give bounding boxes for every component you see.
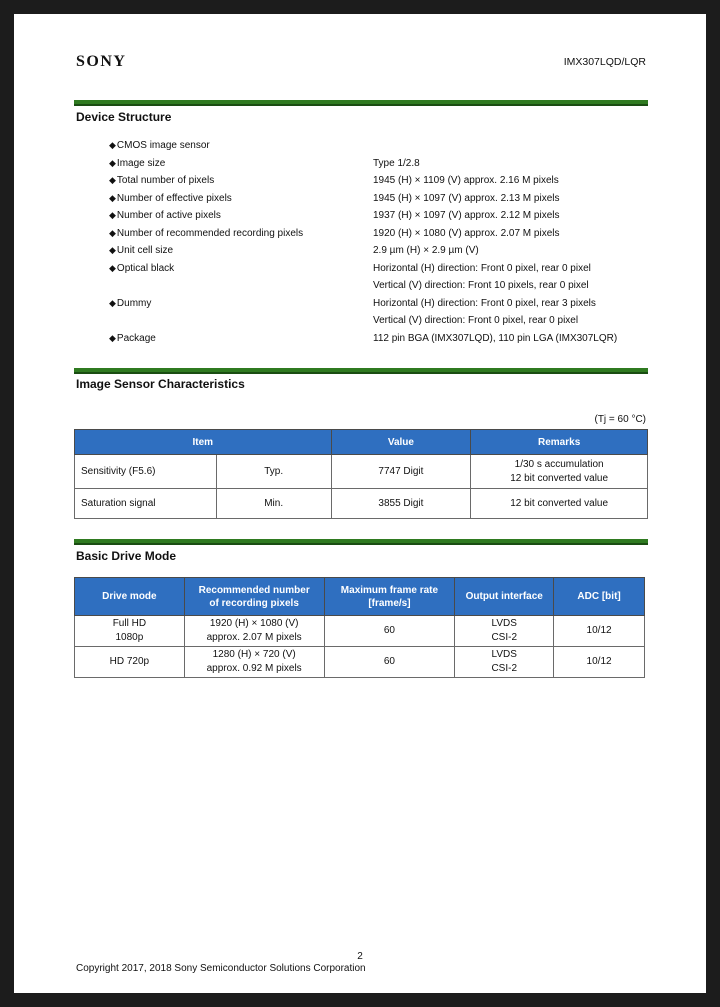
bullet-diamond-icon: ◆ bbox=[109, 192, 116, 203]
remark-line: 1/30 s accumulation bbox=[514, 458, 604, 470]
bullet-diamond-icon: ◆ bbox=[109, 297, 116, 308]
table-cell: Typ. bbox=[216, 455, 331, 489]
cell-line: LVDS bbox=[491, 649, 517, 660]
spec-label: Total number of pixels bbox=[116, 175, 215, 186]
column-header bbox=[324, 578, 455, 616]
spec-value: 2.9 µm (H) × 2.9 µm (V) bbox=[373, 245, 479, 256]
spec-label: Number of effective pixels bbox=[116, 192, 232, 204]
spec-value: Vertical (V) direction: Front 0 pixel, rear 0 pixel bbox=[373, 315, 579, 326]
column-header: Value bbox=[331, 430, 471, 455]
device-structure-list bbox=[14, 137, 706, 352]
table-cell: 3855 Digit bbox=[331, 489, 471, 519]
spec-value: Horizontal (H) direction: Front 0 pixel, rear 0 pixel bbox=[373, 262, 591, 274]
table-header-row bbox=[75, 430, 648, 455]
bullet-diamond-icon: ◆ bbox=[109, 245, 116, 255]
cell-line: LVDS bbox=[491, 618, 517, 629]
spec-value: Horizontal (H) direction: Front 0 pixel, rear 3 pixels bbox=[373, 297, 596, 309]
table-row bbox=[75, 647, 645, 678]
cell-line: approx. 2.07 M pixels bbox=[206, 632, 302, 643]
table-header-row bbox=[75, 578, 645, 616]
spec-value: 1937 (H) × 1097 (V) approx. 2.12 M pixels bbox=[373, 210, 560, 221]
section-rule bbox=[74, 100, 648, 106]
spec-label: CMOS image sensor bbox=[116, 140, 210, 151]
document-page bbox=[14, 14, 706, 993]
bullet-diamond-icon: ◆ bbox=[109, 262, 116, 273]
bullet-diamond-icon: ◆ bbox=[109, 140, 116, 150]
table-row bbox=[75, 616, 645, 647]
sensor-characteristics-table bbox=[74, 429, 648, 519]
section-rule bbox=[74, 368, 648, 374]
column-header bbox=[184, 578, 324, 616]
header-line: Maximum frame rate bbox=[340, 584, 439, 596]
drive-mode-table bbox=[74, 577, 645, 678]
document-id: IMX307LQD/LQR bbox=[563, 56, 646, 68]
table-cell bbox=[455, 647, 554, 678]
spec-label: Package bbox=[116, 332, 156, 344]
section-title-sensor-characteristics: Image Sensor Characteristics bbox=[76, 377, 245, 391]
table-cell: Sensitivity (F5.6) bbox=[75, 455, 217, 489]
cell-line: CSI-2 bbox=[491, 632, 517, 643]
spec-value: Type 1/2.8 bbox=[373, 157, 420, 169]
condition-note: (Tj = 60 °C) bbox=[594, 414, 646, 425]
spec-label: Dummy bbox=[116, 297, 152, 309]
table-cell: Saturation signal bbox=[75, 489, 217, 519]
section-title-drive-mode: Basic Drive Mode bbox=[76, 549, 177, 563]
sony-logo: SONY bbox=[76, 53, 127, 70]
spec-value: 1920 (H) × 1080 (V) approx. 2.07 M pixels bbox=[373, 227, 560, 239]
spec-value: 1945 (H) × 1097 (V) approx. 2.13 M pixels bbox=[373, 192, 560, 204]
table-cell: 10/12 bbox=[554, 616, 645, 647]
spec-label: Unit cell size bbox=[116, 245, 174, 256]
table-cell bbox=[455, 616, 554, 647]
table-row bbox=[75, 455, 648, 489]
spec-label: Image size bbox=[116, 157, 166, 169]
cell-line: CSI-2 bbox=[491, 663, 517, 674]
column-header: Drive mode bbox=[75, 578, 185, 616]
copyright-text: Copyright 2017, 2018 Sony Semiconductor Solutions Corporation bbox=[76, 963, 366, 974]
spec-label: Number of recommended recording pixels bbox=[116, 227, 304, 239]
bullet-diamond-icon: ◆ bbox=[109, 210, 116, 220]
section-rule bbox=[74, 539, 648, 545]
column-header: Item bbox=[75, 430, 332, 455]
page-number: 2 bbox=[357, 951, 363, 962]
remark-line: 12 bit converted value bbox=[510, 472, 609, 484]
spec-value: Vertical (V) direction: Front 10 pixels, rear 0 pixel bbox=[373, 280, 589, 291]
table-cell: 60 bbox=[324, 647, 455, 678]
header-line: [frame/s] bbox=[368, 597, 411, 609]
column-header: Remarks bbox=[471, 430, 648, 455]
table-cell: 60 bbox=[324, 616, 455, 647]
cell-line: Full HD bbox=[112, 618, 147, 629]
header-line: Recommended number bbox=[198, 584, 310, 596]
table-cell bbox=[184, 647, 324, 678]
table-cell: HD 720p bbox=[75, 647, 185, 678]
header-line: of recording pixels bbox=[209, 597, 299, 609]
bullet-diamond-icon: ◆ bbox=[109, 227, 116, 238]
table-cell: 10/12 bbox=[554, 647, 645, 678]
table-cell bbox=[471, 455, 648, 489]
bullet-diamond-icon: ◆ bbox=[109, 157, 116, 168]
table-cell: 12 bit converted value bbox=[471, 489, 648, 519]
cell-line: approx. 0.92 M pixels bbox=[206, 663, 302, 674]
column-header: ADC [bit] bbox=[554, 578, 645, 616]
cell-line: 1080p bbox=[115, 632, 144, 643]
column-header: Output interface bbox=[455, 578, 554, 616]
bullet-diamond-icon: ◆ bbox=[109, 175, 116, 185]
cell-line: 1280 (H) × 720 (V) bbox=[212, 649, 296, 660]
spec-value: 112 pin BGA (IMX307LQD), 110 pin LGA (IMX307LQR) bbox=[373, 332, 618, 344]
spec-value: 1945 (H) × 1109 (V) approx. 2.16 M pixels bbox=[373, 175, 559, 186]
bullet-diamond-icon: ◆ bbox=[109, 332, 116, 343]
section-title-device-structure: Device Structure bbox=[76, 110, 172, 124]
table-row bbox=[75, 489, 648, 519]
table-cell: Min. bbox=[216, 489, 331, 519]
cell-line: 1920 (H) × 1080 (V) bbox=[209, 618, 299, 629]
table-cell bbox=[184, 616, 324, 647]
table-cell bbox=[75, 616, 185, 647]
table-cell: 7747 Digit bbox=[331, 455, 471, 489]
spec-label: Number of active pixels bbox=[116, 210, 221, 221]
spec-label: Optical black bbox=[116, 262, 175, 274]
